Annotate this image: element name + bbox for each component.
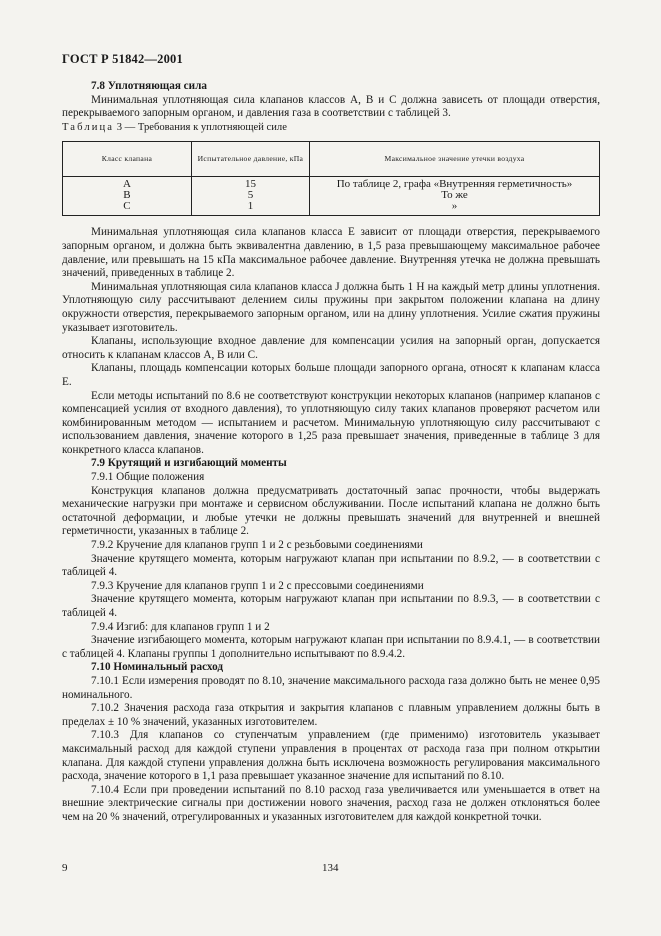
- table-row: [63, 177, 600, 216]
- table-caption: [62, 121, 600, 135]
- table-caption-text: 3 — Требования к уплотняющей силе: [114, 121, 287, 133]
- paragraph: Конструкция клапанов должна предусматривать достаточный запас прочности, чтобы выдержать механические нагрузки при монтаже и сервисном обслуживании. После испытаний клапана не должно быть остаточной деформации, и любые утечки не должны превышать значений для внутренней и внешней герметичности, указанных в таблице 2.: [62, 484, 600, 538]
- paragraph: 7.10.1 Если измерения проводят по 8.10, значение максимального расхода газа должно быть не менее 0,95 номинального.: [62, 674, 600, 701]
- paragraph: 7.10.3 Для клапанов со ступенчатым управлением (где применимо) изготовитель указывает максимальный расход для каждой ступени управления в процентах от расхода газа при полном открытии клапана. Для каждой ступени управления должна быть исключена возможность регулирования максимального расхода, значение которого в 1,1 раза превышает указанное значение для испытаний по 8.10.: [62, 729, 600, 783]
- section-7-10-title: 7.10 Номинальный расход: [91, 661, 224, 674]
- paragraph: Значение изгибающего момента, которым нагружают клапан при испытании по 8.9.4.1, — в соответствии с таблицей 4. Клапаны группы 1 дополнительно испытывают по 8.9.4.2.: [62, 634, 600, 660]
- table-header-pressure: Испытательное давление, кПа: [191, 142, 309, 177]
- document-header: ГОСТ Р 51842—2001: [62, 52, 183, 66]
- section-7-8-title: 7.8 Уплотняющая сила: [91, 80, 207, 92]
- table-header-class: Класс клапана: [63, 142, 192, 177]
- page-number-center: 134: [322, 862, 339, 874]
- subsection-7-9-2: 7.9.2 Кручение для клапанов групп 1 и 2 с резьбовыми соединениями: [91, 539, 423, 552]
- section-7-9-title: 7.9 Крутящий и изгибающий моменты: [91, 457, 287, 470]
- paragraph: Минимальная уплотняющая сила клапанов класса J должна быть 1 Н на каждый метр длины уплотнения. Уплотняющую силу рассчитывают делением силы пружины при закрытом положении клапана на длину окружности отверстия, перекрываемого запорным органом, или на длину уплотнения. Усилие сжатия пружины указывает изготовитель.: [62, 280, 600, 334]
- table-caption-word: Таблица: [62, 121, 115, 133]
- paragraph: Значение крутящего момента, которым нагружают клапан при испытании по 8.9.3, — в соответствии с таблицей 4.: [62, 593, 600, 619]
- table-cell-class: А В С: [63, 177, 192, 216]
- table-3: [62, 141, 600, 216]
- paragraph: Клапаны, площадь компенсации которых больше площади запорного органа, относят к клапанам класса Е.: [62, 362, 600, 388]
- paragraph: Минимальная уплотняющая сила клапанов классов А, В и С должна зависеть от площади отверстия, перекрываемого запорным органом, и давления газа в соответствии с таблицей 3.: [62, 93, 600, 120]
- paragraph: 7.10.2 Значения расхода газа открытия и закрытия клапанов с плавным управлением должны быть в пределах ± 10 % значений, указанных изготовителем.: [62, 702, 600, 728]
- paragraph: Клапаны, использующие входное давление для компенсации усилия на запорный орган, допускается относить к клапанам классов А, В или С.: [62, 335, 600, 361]
- table-cell-pressure: 15 5 1: [191, 177, 309, 216]
- paragraph: Минимальная уплотняющая сила клапанов класса Е зависит от площади отверстия, перекрываемого запорным органом, и должна быть эквивалентна давлению, в 1,5 раза превышающему максимальное рабочее давление, или превышать на 15 кПа максимальное рабочее давление. Внутренняя утечка не должна превышать значений, приведенных в таблице 2.: [62, 226, 600, 280]
- table-header-leak: Максимальное значение утечки воздуха: [310, 142, 600, 177]
- subsection-7-9-3: 7.9.3 Кручение для клапанов групп 1 и 2 с прессовыми соединениями: [91, 579, 424, 592]
- subsection-7-9-4: 7.9.4 Изгиб: для клапанов групп 1 и 2: [91, 620, 270, 633]
- subsection-7-9-1: 7.9.1 Общие положения: [91, 471, 205, 484]
- table-cell-leak: По таблице 2, графа «Внутренняя герметичность» То же »: [310, 177, 600, 216]
- document-body: [62, 80, 600, 825]
- page-number-left: 9: [62, 862, 68, 874]
- paragraph: Если методы испытаний по 8.6 не соответствуют конструкции некоторых клапанов (например клапанов с компенсацией усилия от входного давления), то уплотняющую силу таких клапанов проверяют расчетом или комбинированным методом — испытанием и расчетом. Минимальную уплотняющую силу рассчитывают с использованием давления, значение которого в 1,25 раза превышает значения, приведенные в таблице 3 для конкретного класса клапанов.: [62, 389, 600, 456]
- paragraph: Значение крутящего момента, которым нагружают клапан при испытании по 8.9.2, — в соответствии с таблицей 4.: [62, 552, 600, 579]
- paragraph: 7.10.4 Если при проведении испытаний по 8.10 расход газа увеличивается или уменьшается в ответ на внешние электрические сигналы при достижении нового значения, расход газа не должен отклоняться более чем на 20 % значений, отрегулированных и указанных изготовителем для каждой конкретной точки.: [62, 783, 600, 823]
